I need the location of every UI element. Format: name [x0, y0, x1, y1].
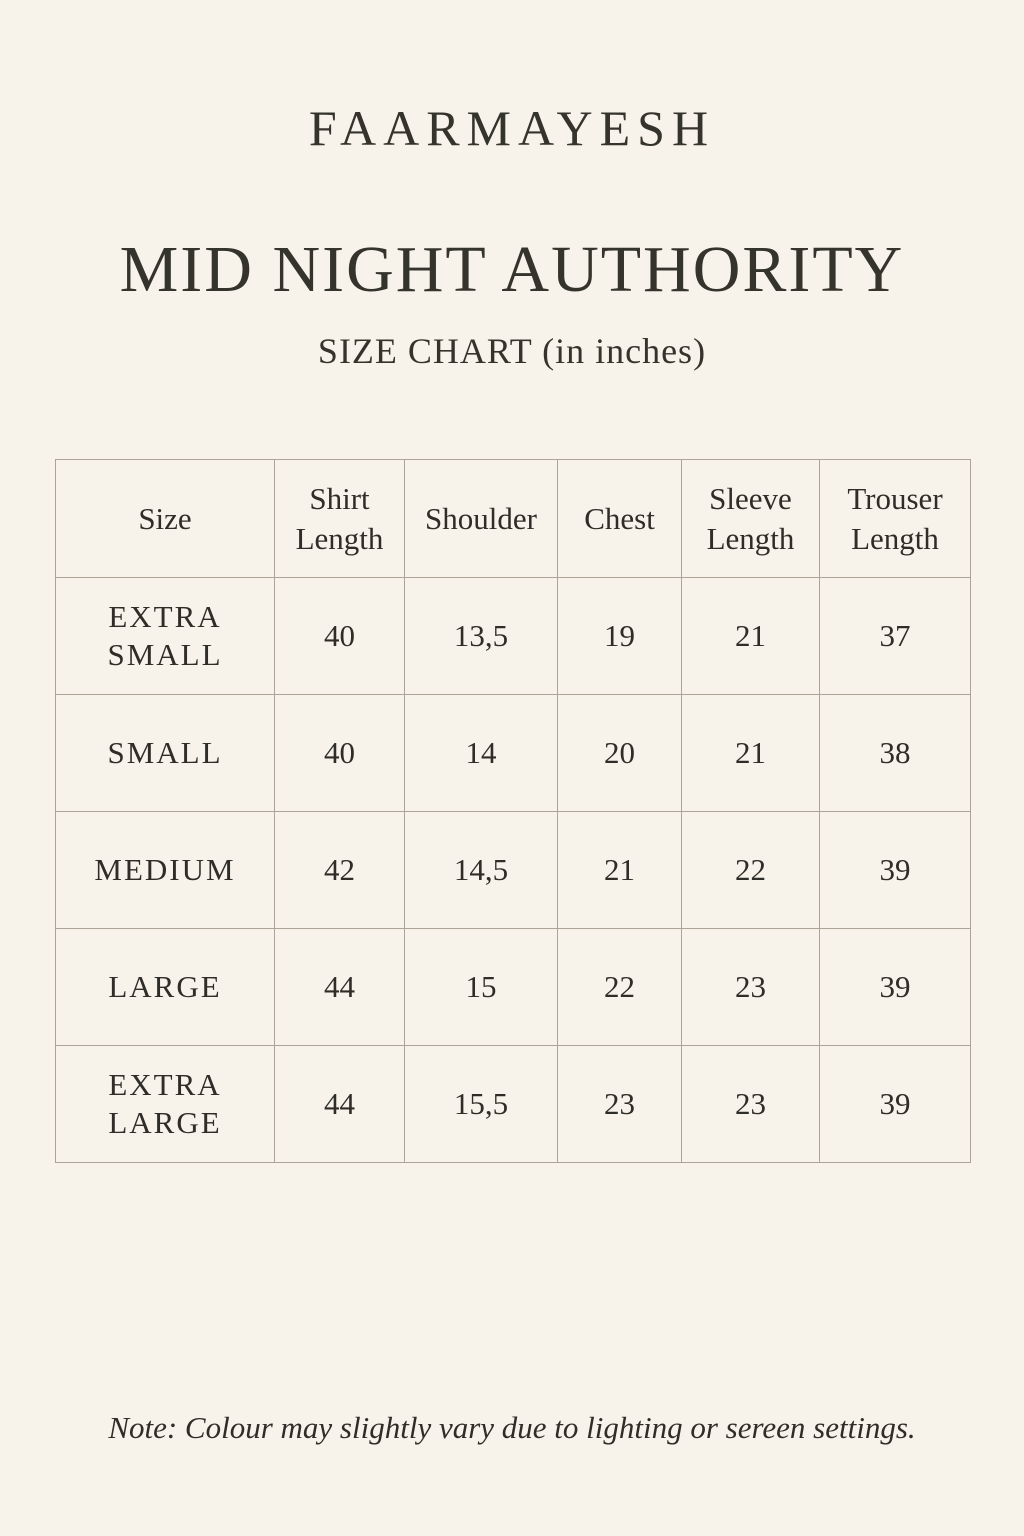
sleeve-length-cell: 23 [682, 929, 820, 1046]
sleeve-length-cell: 21 [682, 578, 820, 695]
table-header-row [56, 460, 971, 578]
shirt-length-cell: 44 [275, 1046, 405, 1163]
chest-cell: 21 [558, 812, 682, 929]
trouser-length-cell: 39 [820, 929, 971, 1046]
table-row [56, 1046, 971, 1163]
chest-cell: 22 [558, 929, 682, 1046]
table-row [56, 812, 971, 929]
shirt-length-cell: 42 [275, 812, 405, 929]
header-trouser-length [820, 460, 971, 578]
size-label: LARGE [108, 969, 222, 1004]
table-row [56, 929, 971, 1046]
size-cell [56, 695, 275, 812]
header-size [56, 460, 275, 578]
table-row [56, 695, 971, 812]
shirt-length-cell: 40 [275, 695, 405, 812]
header-sleeve-length [682, 460, 820, 578]
size-cell [56, 578, 275, 695]
sleeve-length-cell: 23 [682, 1046, 820, 1163]
size-label: MEDIUM [94, 852, 236, 887]
sleeve-length-cell: 21 [682, 695, 820, 812]
header-sleeve-length-label: Sleeve Length [706, 480, 795, 556]
trouser-length-cell: 39 [820, 1046, 971, 1163]
chest-cell: 23 [558, 1046, 682, 1163]
sleeve-length-cell: 22 [682, 812, 820, 929]
size-label: SMALL [107, 735, 223, 770]
trouser-length-cell: 37 [820, 578, 971, 695]
footer-note: Note: Colour may slightly vary due to lighting or sereen settings. [108, 1410, 916, 1445]
size-cell [56, 929, 275, 1046]
size-chart-table [55, 459, 971, 1163]
size-label: EXTRA SMALL [107, 599, 223, 672]
page-title: MID NIGHT AUTHORITY [119, 233, 905, 306]
shoulder-cell: 14,5 [405, 812, 558, 929]
shirt-length-cell: 40 [275, 578, 405, 695]
header-chest-label: Chest [584, 500, 655, 536]
shirt-length-cell: 44 [275, 929, 405, 1046]
size-cell [56, 812, 275, 929]
header-shirt-length-label: Shirt Length [295, 480, 384, 556]
header-shirt-length [275, 460, 405, 578]
header-size-label: Size [138, 500, 192, 536]
trouser-length-cell: 39 [820, 812, 971, 929]
shoulder-cell: 15,5 [405, 1046, 558, 1163]
chest-cell: 20 [558, 695, 682, 812]
shoulder-cell: 13,5 [405, 578, 558, 695]
trouser-length-cell: 38 [820, 695, 971, 812]
shoulder-cell: 14 [405, 695, 558, 812]
header-shoulder-label: Shoulder [425, 500, 537, 536]
header-shoulder [405, 460, 558, 578]
chest-cell: 19 [558, 578, 682, 695]
header-chest [558, 460, 682, 578]
header-trouser-length-label: Trouser Length [847, 480, 943, 556]
shoulder-cell: 15 [405, 929, 558, 1046]
brand-name: FAARMAYESH [308, 100, 716, 156]
table-row [56, 578, 971, 695]
size-label: EXTRA LARGE [108, 1067, 222, 1140]
size-cell [56, 1046, 275, 1163]
page-subtitle: SIZE CHART (in inches) [317, 331, 707, 371]
